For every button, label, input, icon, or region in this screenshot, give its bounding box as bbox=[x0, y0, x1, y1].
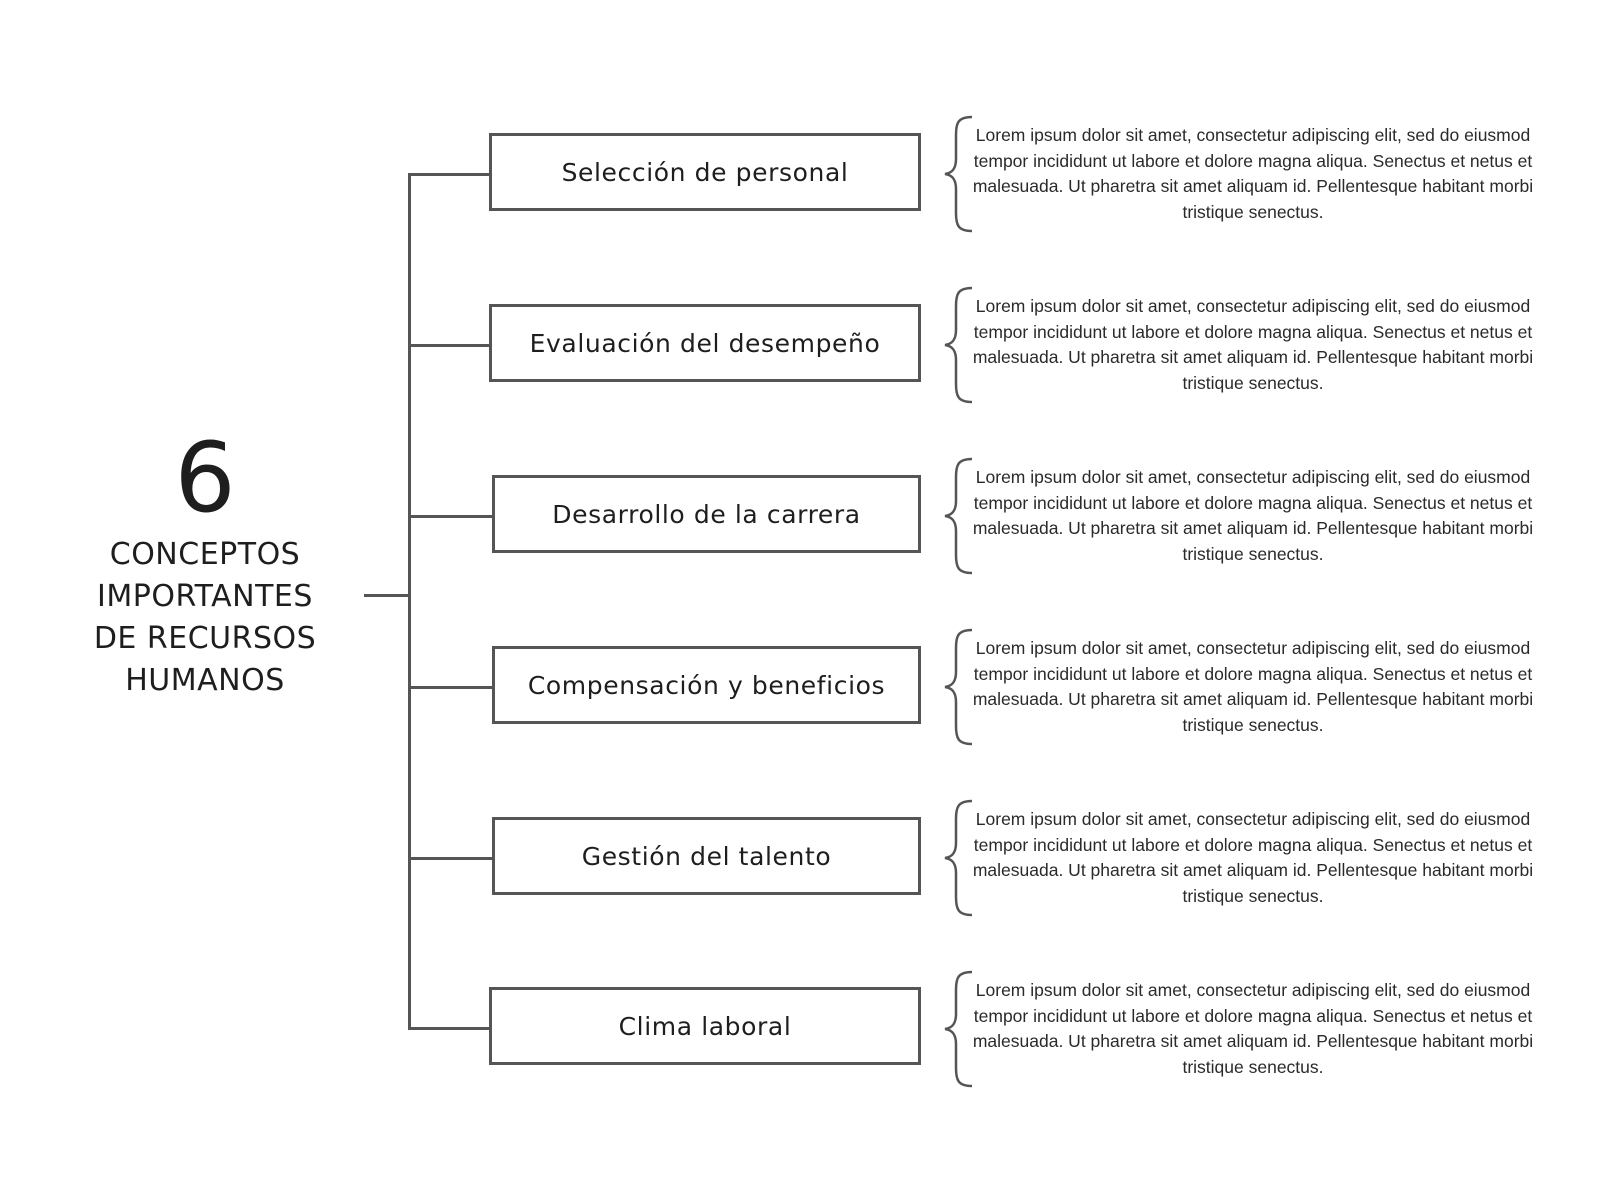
title-line: DE RECURSOS bbox=[93, 621, 317, 656]
title-block bbox=[60, 422, 350, 702]
title-connector-line bbox=[364, 594, 410, 597]
concept-description: Lorem ipsum dolor sit amet, consectetur adipiscing elit, sed do eiusmod tempor incididunt ut labore et dolore magna aliqua. Senectus et netus et malesuada. Ut pharetra sit amet aliquam id. Pellentesque habitant morbi tristique senectus. bbox=[972, 296, 1534, 393]
branch-line bbox=[408, 344, 491, 347]
concept-description: Lorem ipsum dolor sit amet, consectetur adipiscing elit, sed do eiusmod tempor incididunt ut labore et dolore magna aliqua. Senectus et netus et malesuada. Ut pharetra sit amet aliquam id. Pellentesque habitant morbi tristique senectus. bbox=[972, 125, 1534, 222]
branch-line bbox=[408, 686, 494, 689]
concept-label: Selección de personal bbox=[561, 157, 849, 187]
concept-box-gestion bbox=[492, 817, 921, 895]
title-line: IMPORTANTES bbox=[97, 579, 313, 614]
concept-box-clima bbox=[489, 987, 921, 1065]
branch-line bbox=[408, 515, 494, 518]
trunk-line bbox=[408, 174, 411, 1029]
concept-box-evaluacion bbox=[489, 304, 921, 382]
concept-description: Lorem ipsum dolor sit amet, consectetur adipiscing elit, sed do eiusmod tempor incididunt ut labore et dolore magna aliqua. Senectus et netus et malesuada. Ut pharetra sit amet aliquam id. Pellentesque habitant morbi tristique senectus. bbox=[972, 467, 1534, 564]
branch-line bbox=[408, 173, 491, 176]
branch-line bbox=[408, 1027, 491, 1030]
concept-label: Clima laboral bbox=[618, 1011, 792, 1041]
concept-description: Lorem ipsum dolor sit amet, consectetur adipiscing elit, sed do eiusmod tempor incididunt ut labore et dolore magna aliqua. Senectus et netus et malesuada. Ut pharetra sit amet aliquam id. Pellentesque habitant morbi tristique senectus. bbox=[972, 809, 1534, 906]
branch-line bbox=[408, 857, 494, 860]
concept-label: Evaluación del desempeño bbox=[529, 328, 881, 358]
concept-label: Desarrollo de la carrera bbox=[552, 499, 861, 529]
concept-box-compensacion bbox=[492, 646, 921, 724]
title-text bbox=[60, 534, 350, 702]
concept-label: Compensación y beneficios bbox=[527, 670, 886, 700]
concept-label: Gestión del talento bbox=[581, 841, 832, 871]
title-line: HUMANOS bbox=[125, 663, 285, 698]
concept-description: Lorem ipsum dolor sit amet, consectetur adipiscing elit, sed do eiusmod tempor incididunt ut labore et dolore magna aliqua. Senectus et netus et malesuada. Ut pharetra sit amet aliquam id. Pellentesque habitant morbi tristique senectus. bbox=[972, 638, 1534, 735]
concept-box-desarrollo bbox=[492, 475, 921, 553]
title-number: 6 bbox=[174, 422, 236, 534]
concept-box-seleccion bbox=[489, 133, 921, 211]
concept-description: Lorem ipsum dolor sit amet, consectetur adipiscing elit, sed do eiusmod tempor incididunt ut labore et dolore magna aliqua. Senectus et netus et malesuada. Ut pharetra sit amet aliquam id. Pellentesque habitant morbi tristique senectus. bbox=[972, 980, 1534, 1077]
title-line: CONCEPTOS bbox=[109, 537, 301, 572]
